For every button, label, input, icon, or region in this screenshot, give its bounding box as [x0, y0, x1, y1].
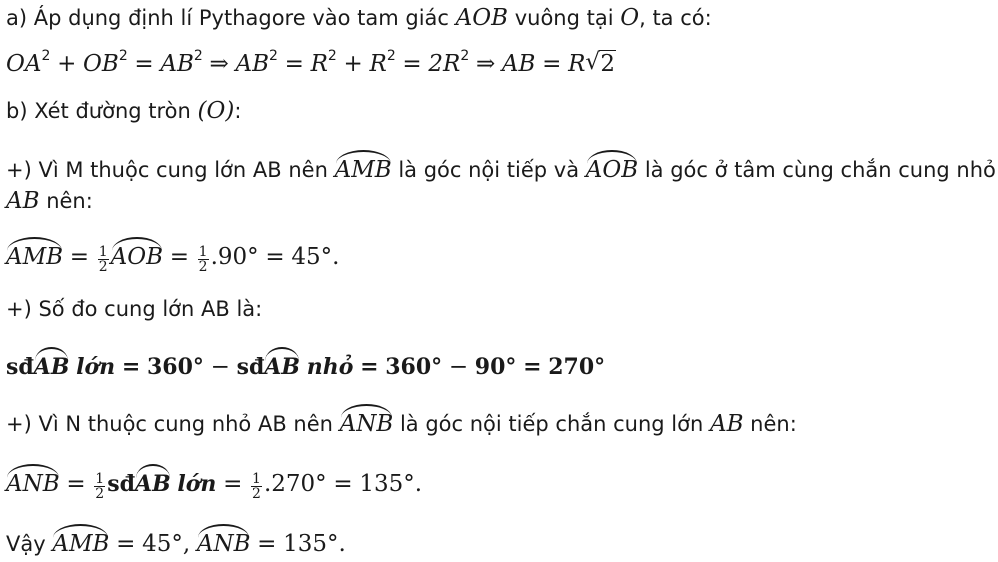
numerator: 1 — [95, 471, 105, 487]
denominator: 2 — [252, 486, 261, 502]
equals: = — [257, 531, 277, 557]
numerator: 1 — [98, 244, 108, 260]
ab: AB — [235, 51, 269, 77]
fraction-half — [198, 245, 209, 274]
statement-3 — [6, 410, 797, 438]
equation-anb — [6, 470, 422, 501]
fraction-half — [98, 245, 109, 274]
result: 135°. — [359, 471, 423, 497]
sd-symbol: sđ — [236, 354, 265, 380]
part-a-text: a) Áp dụng định lí Pythagore vào tam giác — [6, 6, 449, 30]
oa: OA — [6, 51, 42, 77]
exponent: 2 — [327, 48, 337, 64]
statement-2-text: +) Số đo cung lớn AB là: — [6, 297, 263, 321]
denominator: 2 — [98, 259, 108, 275]
statement-3-text-2: là góc nội tiếp chắn cung lớn — [399, 412, 704, 436]
statement-1-cont — [6, 187, 93, 215]
numerator: 1 — [252, 471, 261, 487]
statement-3-text-3: nên: — [750, 412, 797, 436]
equals: = — [69, 244, 90, 270]
triangle-aob: AOB — [455, 5, 509, 31]
angle-aob: AOB — [110, 244, 164, 270]
value: 360° — [146, 354, 204, 380]
angle-anb: ANB — [196, 531, 251, 557]
equals: = — [284, 51, 304, 77]
minus: − — [448, 354, 469, 380]
angle-amb: AMB — [52, 531, 110, 557]
value: 135°. — [283, 531, 346, 557]
equals: = — [169, 244, 189, 270]
result: 45°. — [291, 244, 340, 270]
part-a-text-2: vuông tại — [514, 6, 614, 30]
value: .90° — [210, 244, 259, 270]
value: .270° — [263, 471, 327, 497]
equation-amb — [6, 243, 339, 274]
nho-label: nhỏ — [306, 354, 354, 380]
value: 270° — [548, 354, 606, 380]
equals: = — [116, 531, 136, 557]
statement-1-text: +) Vì M thuộc cung lớn AB nên — [6, 158, 328, 182]
equals: = — [523, 354, 542, 380]
angle-anb: ANB — [6, 471, 60, 497]
value: 45°, — [142, 531, 191, 557]
sd-symbol: sđ — [6, 354, 34, 380]
arc-ab: AB — [33, 354, 70, 380]
equals: = — [134, 51, 154, 77]
r: R — [369, 51, 387, 77]
equals: = — [223, 471, 243, 497]
angle-amb: AMB — [334, 157, 392, 183]
ob: OB — [83, 51, 119, 77]
part-b-heading — [6, 97, 241, 125]
sqrt-argument: 2 — [600, 51, 616, 77]
two-r: 2R — [428, 51, 461, 77]
statement-1 — [6, 156, 996, 184]
equals: = — [333, 471, 353, 497]
point-o: O — [620, 5, 640, 31]
conclusion-text: Vậy — [6, 532, 46, 556]
exponent: 2 — [118, 48, 128, 64]
exponent: 2 — [386, 48, 396, 64]
arc-ab: AB — [6, 188, 40, 214]
r: R — [568, 51, 586, 77]
implies: ⇒ — [475, 51, 496, 77]
circle-o: (O) — [197, 98, 235, 124]
part-b-text: b) Xét đường tròn — [6, 99, 191, 123]
fraction-half — [251, 472, 262, 501]
statement-1-text-4: nên: — [46, 189, 93, 213]
r: R — [310, 51, 328, 77]
pythagore-equation — [6, 50, 616, 78]
statement-1-text-2: là góc nội tiếp và — [398, 158, 580, 182]
equals: = — [360, 354, 379, 380]
fraction-half — [94, 472, 105, 501]
sd-symbol: sđ — [107, 471, 135, 497]
exponent: 2 — [269, 48, 278, 64]
part-a-heading — [6, 4, 712, 32]
lon-label: lớn — [177, 471, 217, 497]
arc-ab: AB — [709, 411, 744, 437]
part-a-text-3: , ta có: — [639, 6, 712, 30]
numerator: 1 — [198, 244, 208, 260]
conclusion — [6, 530, 346, 558]
ab: AB — [501, 51, 536, 77]
arc-ab: AB — [135, 471, 171, 497]
value: 90° — [474, 354, 517, 380]
equals: = — [66, 471, 86, 497]
lon-label: lớn — [76, 354, 116, 380]
plus: + — [57, 51, 77, 77]
angle-aob: AOB — [585, 157, 639, 183]
value: 360° — [385, 354, 443, 380]
minus: − — [210, 354, 230, 380]
equals: = — [542, 51, 562, 77]
arc-ab: AB — [264, 354, 301, 380]
equation-arc-measure — [6, 353, 605, 381]
angle-amb: AMB — [6, 244, 64, 270]
equals: = — [265, 244, 285, 270]
statement-1-text-3: là góc ở tâm cùng chắn cung nhỏ — [644, 158, 996, 182]
sqrt — [585, 50, 616, 78]
exponent: 2 — [193, 48, 203, 64]
exponent: 2 — [460, 48, 470, 64]
denominator: 2 — [198, 259, 208, 275]
ab: AB — [160, 51, 194, 77]
denominator: 2 — [95, 486, 105, 502]
statement-2 — [6, 295, 262, 323]
equals: = — [121, 354, 141, 380]
angle-anb: ANB — [339, 411, 394, 437]
colon: : — [234, 99, 242, 123]
implies: ⇒ — [209, 51, 229, 77]
exponent: 2 — [41, 48, 51, 64]
statement-3-text: +) Vì N thuộc cung nhỏ AB nên — [6, 412, 333, 436]
equals: = — [402, 51, 422, 77]
plus: + — [343, 51, 363, 77]
